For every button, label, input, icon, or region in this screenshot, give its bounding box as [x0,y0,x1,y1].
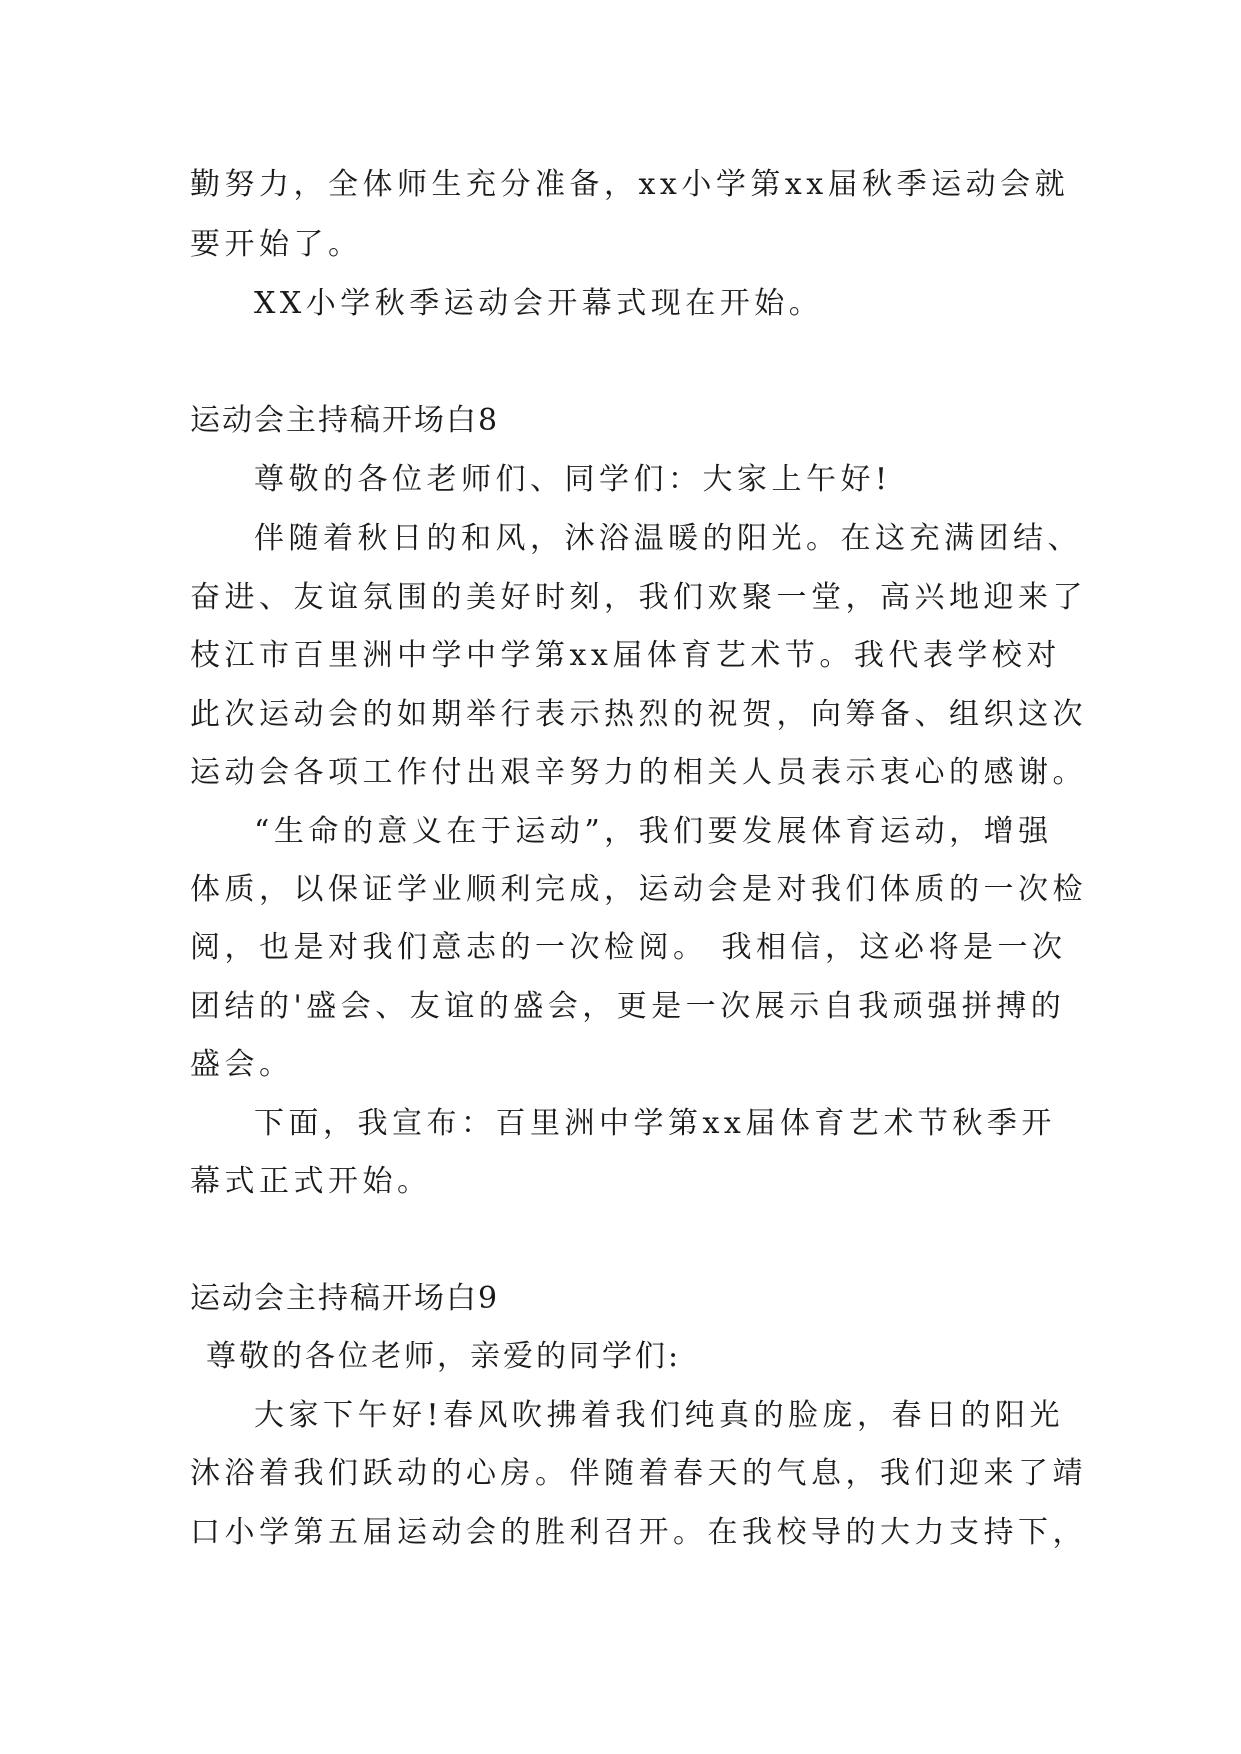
body-line: 盛会。 [190,1047,294,1082]
body-line: 大家下午好!春风吹拂着我们纯真的脸庞，春日的阳光 [254,1398,1065,1433]
body-line: 枝江市百里洲中学中学第xx届体育艺术节。我代表学校对 [190,638,1061,673]
body-line: 尊敬的各位老师们、同学们：大家上午好! [254,462,892,497]
body-line: 勤努力，全体师生充分准备，xx小学第xx届秋季运动会就 [190,167,1070,202]
body-line: 伴随着秋日的和风，沐浴温暖的阳光。在这充满团结、 [254,521,1082,556]
body-line: 奋进、友谊氛围的美好时刻，我们欢聚一堂，高兴地迎来了 [190,580,1087,615]
body-line: 要开始了。 [190,227,363,262]
section-heading: 运动会主持稿开场白9 [190,1281,500,1316]
body-line: 阅，也是对我们意志的一次检阅。 我相信，这必将是一次 [190,930,1067,965]
body-line: “生命的意义在于运动”，我们要发展体育运动，增强 [254,814,1053,849]
body-line: 幕式正式开始。 [190,1164,432,1199]
body-line: 沐浴着我们跃动的心房。伴随着春天的气息，我们迎来了靖 [190,1456,1087,1491]
section-heading: 运动会主持稿开场白8 [190,403,500,438]
salutation-line: 尊敬的各位老师，亲爱的同学们: [206,1339,682,1374]
body-line: 体质，以保证学业顺利完成，运动会是对我们体质的一次检 [190,872,1087,907]
body-line: 运动会各项工作付出艰辛努力的相关人员表示衷心的感谢。 [190,755,1087,790]
body-line: 团结的'盛会、友谊的盛会，更是一次展示自我顽强拼搏的 [190,989,1066,1024]
body-line: 口小学第五届运动会的胜利召开。在我校导的大力支持下， [190,1515,1087,1550]
body-line: XX小学秋季运动会开幕式现在开始。 [254,286,824,321]
body-line: 下面，我宣布：百里洲中学第xx届体育艺术节秋季开 [254,1106,1056,1141]
body-line: 此次运动会的如期举行表示热烈的祝贺，向筹备、组织这次 [190,697,1087,732]
